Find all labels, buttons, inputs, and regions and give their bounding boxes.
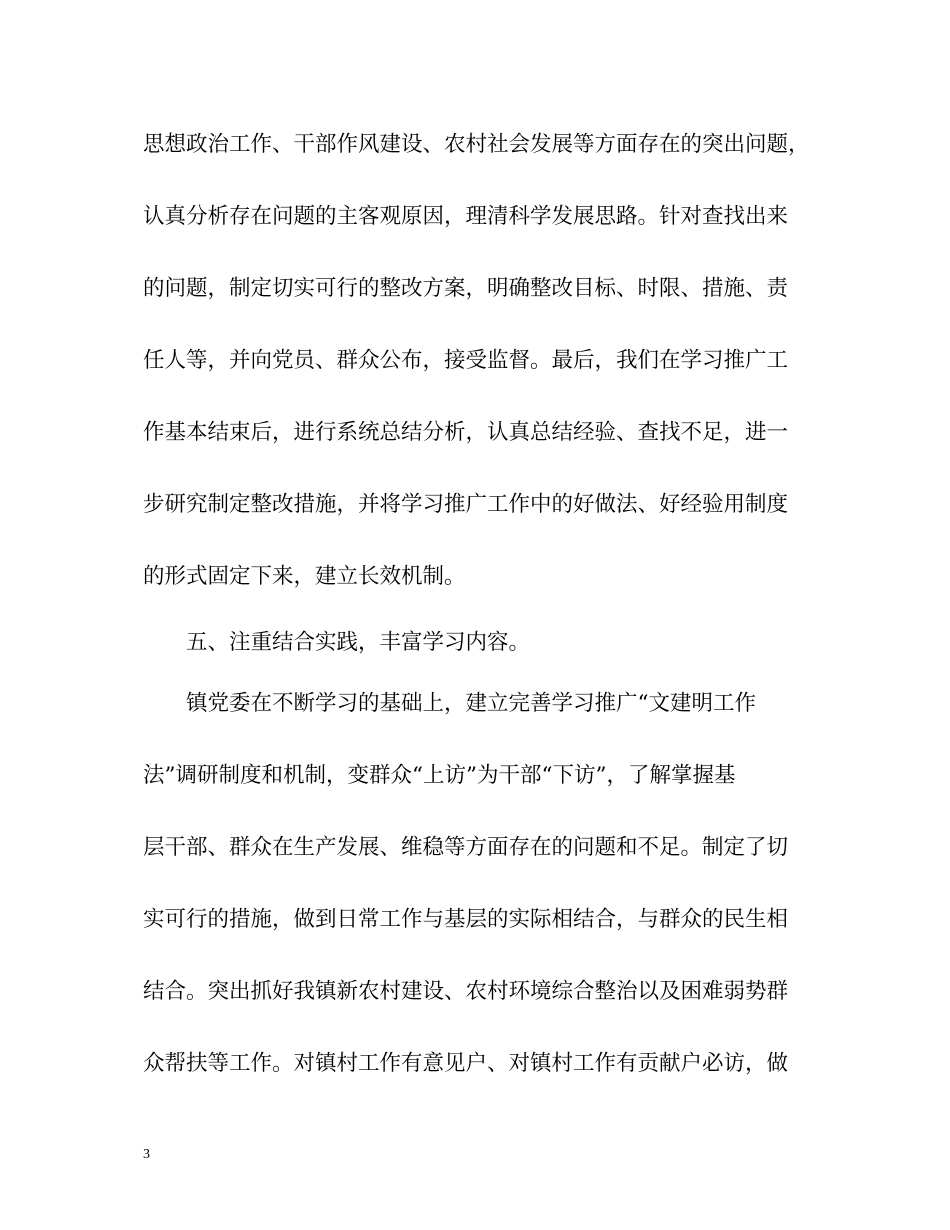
paragraph-line: 众帮扶等工作。对镇村工作有意见户、对镇村工作有贡献户必访，做 bbox=[143, 1051, 789, 1076]
paragraph-line: 步研究制定整改措施，并将学习推广工作中的好做法、好经验用制度 bbox=[143, 492, 789, 517]
paragraph-line: 镇党委在不断学习的基础上，建立完善学习推广“文建明工作 bbox=[186, 691, 756, 716]
paragraph-line: 结合。突出抓好我镇新农村建设、农村环境综合整治以及困难弱势群 bbox=[143, 979, 789, 1004]
paragraph-line: 层干部、群众在生产发展、维稳等方面存在的问题和不足。制定了切 bbox=[143, 835, 789, 860]
paragraph-line: 作基本结束后，进行系统总结分析，认真总结经验、查找不足，进一 bbox=[143, 420, 789, 445]
paragraph-line: 认真分析存在问题的主客观原因，理清科学发展思路。针对查找出来 bbox=[143, 204, 789, 229]
page-number: 3 bbox=[143, 1147, 150, 1162]
paragraph-line: 实可行的措施，做到日常工作与基层的实际相结合，与群众的民生相 bbox=[143, 907, 789, 932]
paragraph-line: 任人等，并向党员、群众公布，接受监督。最后，我们在学习推广工 bbox=[143, 348, 789, 373]
section-heading: 五、注重结合实践，丰富学习内容。 bbox=[186, 630, 531, 655]
paragraph-line: 法”调研制度和机制，变群众“上访”为干部“下访”，了解掌握基 bbox=[143, 763, 736, 788]
paragraph-line: 思想政治工作、干部作风建设、农村社会发展等方面存在的突出问题， bbox=[143, 132, 810, 157]
paragraph-line: 的形式固定下来，建立长效机制。 bbox=[143, 564, 466, 589]
paragraph-line: 的问题，制定切实可行的整改方案，明确整改目标、时限、措施、责 bbox=[143, 276, 789, 301]
